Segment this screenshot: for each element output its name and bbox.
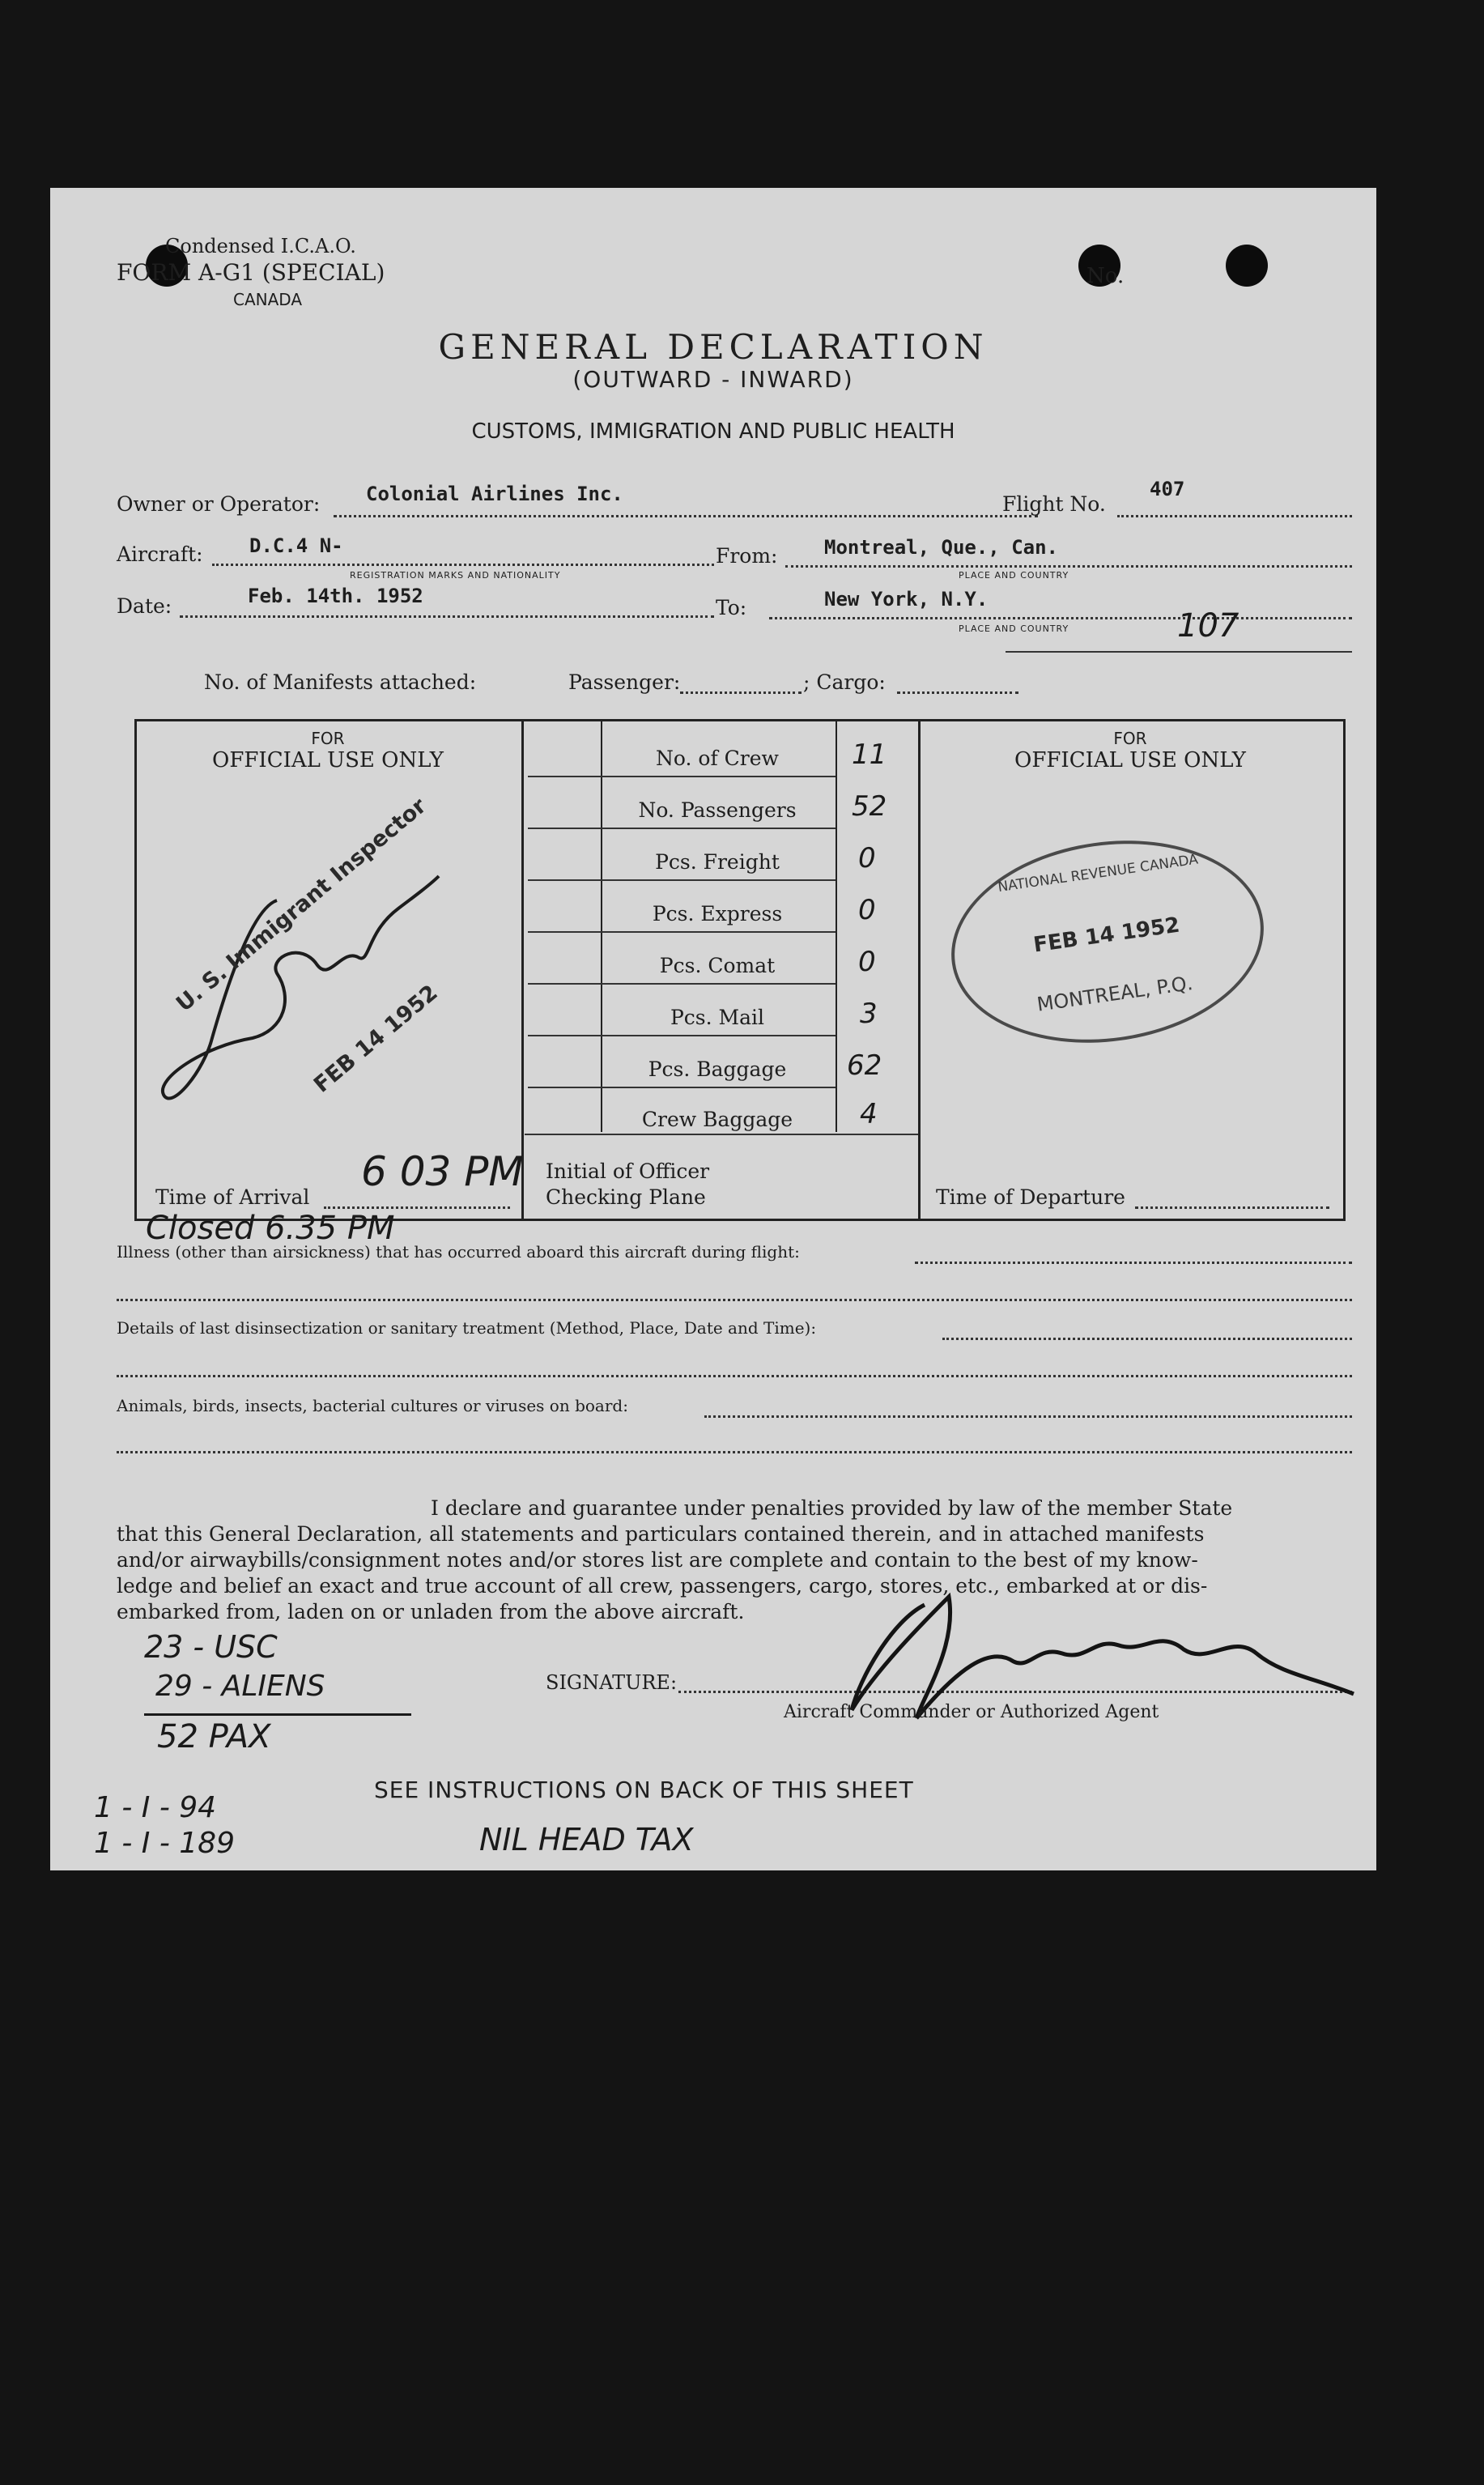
handwritten-number: 107 — [1177, 607, 1240, 645]
form-id: FORM A-G1 (SPECIAL) — [117, 259, 385, 286]
tally-pax: 52 PAX — [157, 1718, 271, 1755]
tally-rule — [144, 1713, 411, 1716]
row-label: Pcs. Freight — [655, 850, 780, 874]
table-divider-value — [836, 719, 837, 1132]
row-label: Pcs. Comat — [659, 954, 776, 977]
time-arrival-label: Time of Arrival — [155, 1185, 310, 1209]
row-value: 0 — [858, 842, 876, 874]
illness-line-2 — [117, 1299, 1352, 1301]
declaration-line-1: I declare and guarantee under penalties provided by law of the member State — [431, 1496, 1233, 1520]
manifests-label: No. of Manifests attached: — [204, 670, 477, 694]
cargo-label: ; Cargo: — [803, 670, 886, 694]
registration-caption: REGISTRATION MARKS AND NATIONALITY — [350, 570, 561, 581]
declaration-line-3: and/or airwaybills/consignment notes and/or stores list are complete and contain to the best of my know- — [117, 1548, 1198, 1572]
declaration-line-4: ledge and belief an exact and true account of all crew, passengers, cargo, stores, etc., embarked at or dis- — [117, 1574, 1208, 1598]
date-label: Date: — [117, 594, 172, 618]
left-for-label: FOR — [311, 729, 345, 748]
date-line — [180, 615, 714, 618]
row-rule — [528, 1087, 836, 1088]
row-value: 4 — [860, 1098, 878, 1130]
row-rule — [528, 776, 836, 777]
row-label: No. of Crew — [656, 747, 779, 770]
row-rule — [528, 1035, 836, 1036]
aircraft-line — [212, 564, 714, 566]
head-tax-note: NIL HEAD TAX — [479, 1822, 694, 1857]
to-value: New York, N.Y. — [824, 588, 989, 611]
row-rule — [528, 828, 836, 829]
punch-hole-right-2 — [1226, 245, 1268, 287]
tally-usc: 23 - USC — [144, 1629, 278, 1665]
canada-stamp-bottom: MONTREAL, P.Q. — [1035, 972, 1195, 1016]
row-label: Pcs. Baggage — [648, 1057, 787, 1081]
ref-number-1: 1 - I - 94 — [94, 1791, 217, 1824]
instructions-footer: SEE INSTRUCTIONS ON BACK OF THIS SHEET — [374, 1777, 914, 1803]
declaration-sheet — [50, 188, 1376, 1870]
aircraft-value: D.C.4 N- — [249, 534, 343, 557]
row-value: 0 — [858, 894, 876, 926]
canada-stamp-top: NATIONAL REVENUE CANADA — [997, 851, 1200, 896]
table-divider-inner — [601, 719, 602, 1132]
form-number-label: No. — [1086, 264, 1125, 288]
disinsect-label: Details of last disinsectization or sanitary treatment (Method, Place, Date and Time): — [117, 1318, 817, 1338]
from-value: Montreal, Que., Can. — [824, 536, 1058, 559]
form-section: CUSTOMS, IMMIGRATION AND PUBLIC HEALTH — [471, 419, 955, 444]
illness-line — [915, 1262, 1352, 1264]
passenger-label: Passenger: — [568, 670, 681, 694]
passenger-line — [680, 691, 802, 694]
row-rule — [528, 983, 836, 985]
table-bottom-rule — [525, 1134, 918, 1135]
row-rule — [528, 931, 836, 933]
from-line — [785, 565, 1352, 568]
ref-number-2: 1 - I - 189 — [94, 1827, 235, 1860]
disinsect-line-2 — [117, 1375, 1352, 1377]
time-departure-label: Time of Departure — [936, 1185, 1125, 1209]
us-stamp-date: FEB 14 1952 — [309, 980, 443, 1098]
right-official-use: OFFICIAL USE ONLY — [1014, 748, 1246, 772]
right-for-label: FOR — [1113, 729, 1147, 748]
checking-plane-label: Checking Plane — [546, 1185, 706, 1209]
to-label: To: — [716, 596, 747, 619]
owner-value: Colonial Airlines Inc. — [366, 483, 623, 505]
commander-caption: Aircraft Commander or Authorized Agent — [784, 1702, 1159, 1722]
form-title: GENERAL DECLARATION — [438, 327, 989, 367]
date-value: Feb. 14th. 1952 — [248, 585, 423, 607]
owner-label: Owner or Operator: — [117, 492, 321, 516]
header-rule — [1006, 651, 1352, 653]
disinsect-line — [942, 1338, 1352, 1340]
from-place-caption: PLACE AND COUNTRY — [959, 570, 1069, 581]
time-arrival-value: 6 03 PM — [361, 1148, 524, 1195]
closed-note: Closed 6.35 PM — [146, 1210, 395, 1247]
animals-label: Animals, birds, insects, bacterial cultures or viruses on board: — [117, 1396, 628, 1415]
time-departure-line — [1135, 1206, 1329, 1209]
table-divider-left — [521, 719, 524, 1219]
left-official-use: OFFICIAL USE ONLY — [212, 748, 444, 772]
row-value: 52 — [852, 790, 887, 823]
row-label: Crew Baggage — [641, 1108, 793, 1131]
cargo-line — [897, 691, 1018, 694]
row-label: Pcs. Express — [652, 902, 783, 925]
row-label: No. Passengers — [638, 798, 797, 822]
declaration-line-2: that this General Declaration, all statements and particulars contained therein, and in attached manifests — [117, 1522, 1205, 1546]
animals-line — [704, 1415, 1352, 1418]
to-line — [769, 617, 1352, 619]
row-value: 11 — [852, 738, 887, 771]
form-subtitle: (OUTWARD - INWARD) — [572, 366, 854, 393]
animals-line-2 — [117, 1451, 1352, 1453]
declaration-line-5: embarked from, laden on or unladen from the above aircraft. — [117, 1600, 745, 1623]
initial-officer-label: Initial of Officer — [546, 1160, 710, 1183]
tally-aliens: 29 - ALIENS — [155, 1670, 325, 1703]
row-value: 62 — [847, 1049, 882, 1082]
to-place-caption: PLACE AND COUNTRY — [959, 623, 1069, 634]
flight-value: 407 — [1150, 478, 1185, 500]
us-stamp-inspector: U. S. Immigrant Inspector — [172, 793, 432, 1017]
row-rule — [528, 879, 836, 881]
flight-label: Flight No. — [1002, 492, 1106, 516]
flight-line — [1117, 515, 1352, 517]
row-value: 3 — [860, 998, 878, 1030]
row-value: 0 — [858, 946, 876, 978]
aircraft-label: Aircraft: — [117, 543, 203, 566]
row-label: Pcs. Mail — [670, 1006, 765, 1029]
illness-label: Illness (other than airsickness) that has occurred aboard this aircraft during flight: — [117, 1242, 800, 1262]
canada-stamp-date: FEB 14 1952 — [1031, 913, 1182, 958]
signature-label: SIGNATURE: — [546, 1671, 678, 1694]
table-divider-right — [918, 719, 921, 1219]
form-country: CANADA — [233, 290, 303, 309]
owner-line — [334, 515, 1038, 517]
time-arrival-line — [324, 1206, 510, 1209]
from-label: From: — [716, 544, 778, 568]
form-condensed: Condensed I.C.A.O. — [165, 235, 356, 257]
